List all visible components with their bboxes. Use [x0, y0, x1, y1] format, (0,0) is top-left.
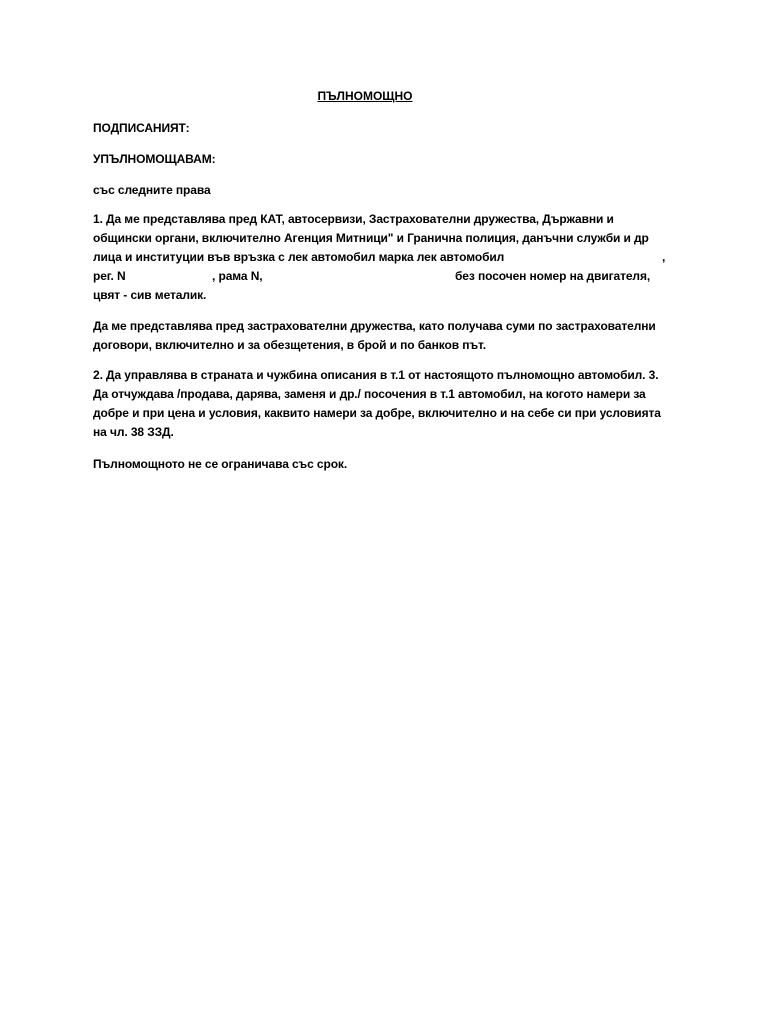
para2-line1: Да ме представлява пред застрахователни дружества, като получава суми по застрахователни: [93, 319, 656, 333]
para1-reg-label: рег. N: [93, 269, 126, 283]
para1-engine-text: без посочен номер на двигателя,: [455, 269, 651, 283]
para3-line3: добре и при цена и условия, каквито намери за добре, включително и на себе си при условията: [93, 406, 661, 420]
para1-line2: общински органи, включително Агенция Митници" и Гранична полиция, данъчни служби и др: [93, 231, 649, 245]
signer-label: ПОДПИСАНИЯТ:: [93, 121, 190, 135]
para1-line3: [93, 248, 504, 267]
para3-line4: на чл. 38 ЗЗД.: [93, 425, 174, 439]
document-title: ПЪЛНОМОЩНО: [317, 89, 413, 103]
para1-frame-label: , рама N,: [212, 269, 263, 283]
para1-line5: цвят - сив металик.: [93, 288, 207, 302]
para1-line3-end: ,: [662, 250, 666, 264]
closing-statement: Пълномощното не се ограничава със срок.: [93, 457, 348, 471]
para3-line1: 2. Да управлява в страната и чужбина описания в т.1 от настоящото пълномощно автомобил. 3.: [93, 368, 659, 382]
rights-intro: със следните права: [93, 183, 211, 197]
para3-line2: Да отчуждава /продава, дарява, заменя и др./ посочения в т.1 автомобил, на когото намери за: [93, 387, 646, 401]
para1-line3-text: лица и институции във връзка с лек автомобил марка лек автомобил: [93, 250, 505, 264]
para1-line1: 1. Да ме представлява пред КАТ, автосервизи, Застрахователни дружества, Държавни и: [93, 212, 614, 226]
para2-line2: договори, включително и за обезщетения, в брой и по банков път.: [93, 338, 486, 352]
authorize-label: УПЪЛНОМОЩАВАМ:: [93, 152, 216, 166]
